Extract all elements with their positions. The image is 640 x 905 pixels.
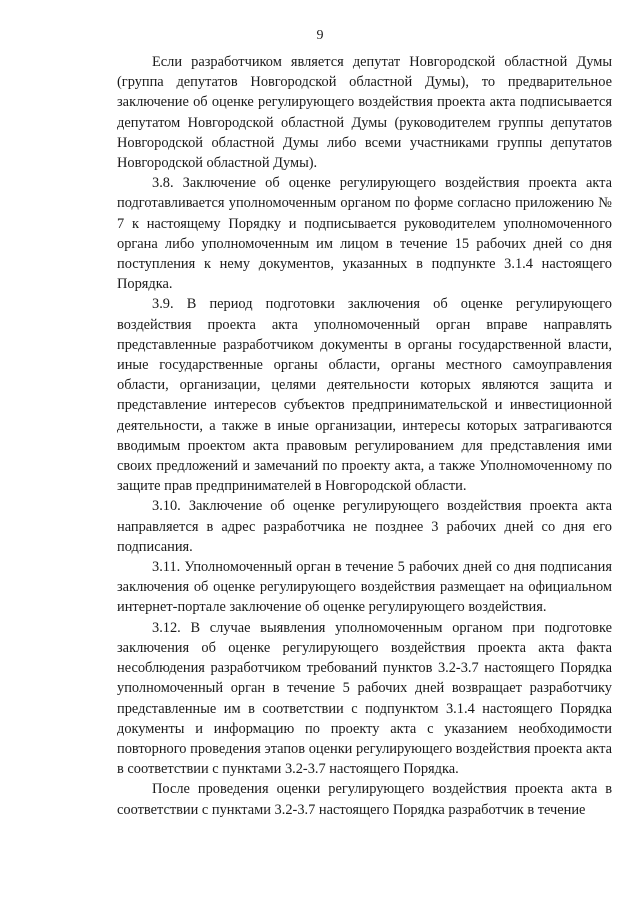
paragraph-3-10: 3.10. Заключение об оценке регулирующего воздействия проекта акта направляется в адрес разработчика не позднее 3 рабочих дней со дня его подписания.	[117, 498, 612, 555]
paragraph-3-11: 3.11. Уполномоченный орган в течение 5 рабочих дней со дня подписания заключения об оценке регулирующего воздействия размещает на официальном интернет-портале заключение об оценке регулирующего воздействия.	[117, 559, 612, 616]
paragraph-after-assessment: После проведения оценки регулирующего воздействия проекта акта в соответствии с пунктами 3.2-3.7 настоящего Порядка разработчик в течение	[117, 781, 612, 818]
paragraph-deputy-signing: Если разработчиком является депутат Новгородской областной Думы (группа депутатов Новгородской областной Думы), то предварительное заключение об оценке регулирующего воздействия проекта акта подписывается депутатом Новгородской областной Думы (руководителем группы депутатов Новгородской областной Думы либо всеми участниками группы депутатов Новгородской областной Думы).	[117, 54, 612, 172]
paragraph-3-8: 3.8. Заключение об оценке регулирующего воздействия проекта акта подготавливается уполномоченным органом по форме согласно приложению № 7 к настоящему Порядку и подписывается руководителем уполномоченного органа либо уполномоченным им лицом в течение 15 рабочих дней со дня поступления к нему документов, указанных в подпункте 3.1.4 настоящего Порядка.	[117, 175, 612, 293]
page-number: 9	[316, 28, 324, 43]
paragraph-3-9: 3.9. В период подготовки заключения об оценке регулирующего воздействия проекта акта уполномоченный орган вправе направлять представленные разработчиком документы в органы государственной власти, иные государственные органы области, органы местного самоуправления области, организации, целями деятельности которых являются защита и представление интересов субъектов предпринимательской и инвестиционной деятельности, а также в иные организации, интересы которых затрагиваются вводимым проектом акта правовым регулированием для представления ими своих предложений и замечаний по проекту акта, а также Уполномоченному по защите прав предпринимателей в Новгородской области.	[117, 296, 612, 495]
document-body	[117, 52, 612, 820]
paragraph-3-12: 3.12. В случае выявления уполномоченным органом при подготовке заключения об оценке регулирующего воздействия проекта акта факта несоблюдения разработчиком требований пунктов 3.2-3.7 настоящего Порядка уполномоченный орган в течение 5 рабочих дней возвращает разработчику представленные им в соответствии с подпунктом 3.1.4 настоящего Порядка документы и информацию по проекту акта с указанием необходимости повторного проведения этапов оценки регулирующего воздействия проекта акта в соответствии с пунктами 3.2-3.7 настоящего Порядка.	[117, 619, 612, 778]
